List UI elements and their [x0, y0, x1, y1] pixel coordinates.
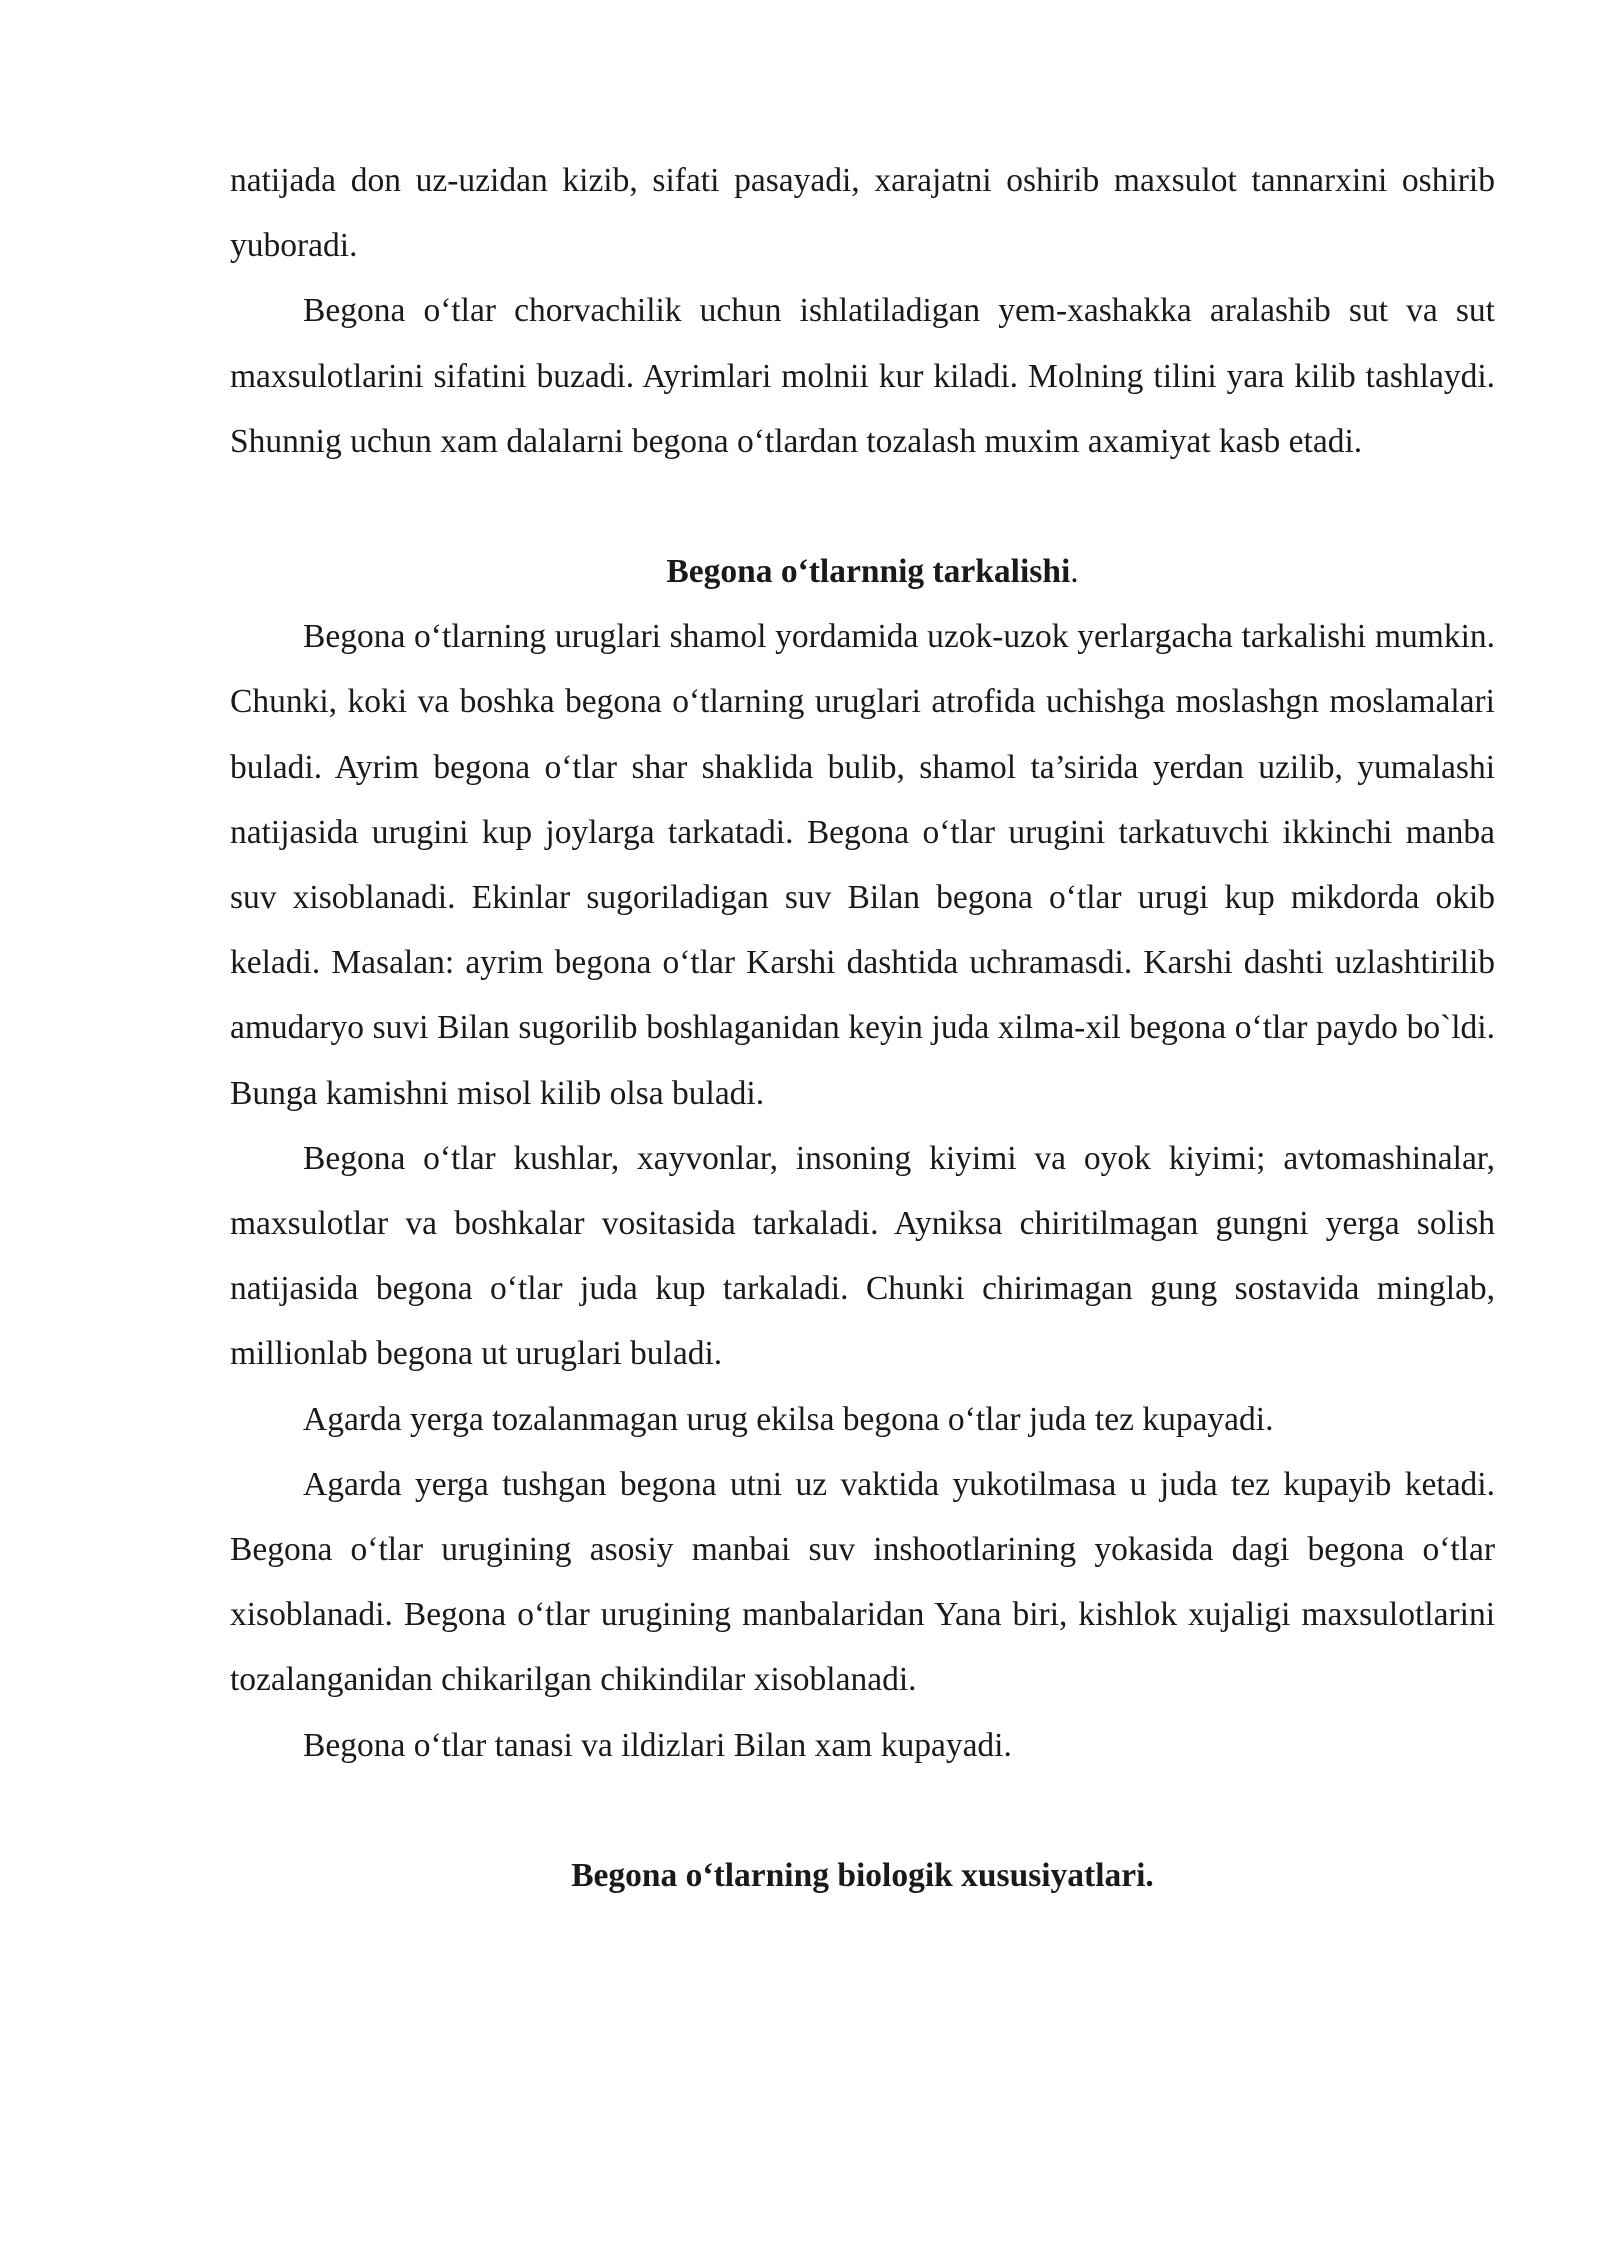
paragraph-continuation: natijada don uz-uzidan kizib, sifati pasayadi, xarajatni oshirib maxsulot tannarxini oshirib yuboradi. [230, 162, 1495, 265]
section-heading-biology: Begona o‘tlarning biologik xususiyatlari. [571, 1856, 1154, 1894]
paragraph-unclean-seed: Agarda yerga tozalanmagan urug ekilsa begona o‘tlar juda tez kupayadi. [303, 1400, 1274, 1438]
paragraph-seed-sources: Agarda yerga tushgan begona utni uz vaktida yukotilmasa u juda tez kupayib ketadi. Begona o‘tlar urugining asosiy manbai suv inshootlarining yokasida dagi begona o‘tlar xisoblanadi. Begona o‘tlar urugining manbalaridan Yana biri, kishlok xujaligi maxsulotlarini tozalanganidan chikarilgan chikindilar xisoblanadi. [230, 1465, 1495, 1699]
section-heading-spread [230, 539, 1495, 604]
paragraph-livestock: Begona o‘tlar chorvachilik uchun ishlatiladigan yem-xashakka aralashib sut va sut maxsulotlarini sifatini buzadi. Ayrimlari molnii kur kiladi. Molning tilini yara kilib tashlaydi. Shunnig uchun xam dalalarni begona o‘tlardan tozalash muxim axamiyat kasb etadi. [230, 292, 1495, 460]
document-body [230, 148, 1495, 1908]
section-heading-spread-punct: . [1070, 553, 1079, 591]
paragraph-animals-manure: Begona o‘tlar kushlar, xayvonlar, insoning kiyimi va oyok kiyimi; avtomashinalar, maxsulotlar va boshkalar vositasida tarkaladi. Ayniksa chiritilmagan gungni yerga solish natijasida begona o‘tlar juda kup tarkaladi. Chunki chirimagan gung sostavida minglab, millionlab begona ut uruglari buladi. [230, 1139, 1495, 1373]
paragraph-roots: Begona o‘tlar tanasi va ildizlari Bilan xam kupayadi. [303, 1726, 1012, 1764]
section-heading-spread-text: Begona o‘tlarnnig tarkalishi [666, 553, 1071, 591]
paragraph-wind-water: Begona o‘tlarning uruglari shamol yordamida uzok-uzok yerlargacha tarkalishi mumkin. Chunki, koki va boshka begona o‘tlarning uruglari atrofida uchishga moslashgn moslamalari buladi. Ayrim begona o‘tlar shar shaklida bulib, shamol ta’sirida yerdan uzilib, yumalashi natijasida urugini kup joylarga tarkatadi. Begona o‘tlar urugini tarkatuvchi ikkinchi manba suv xisoblanadi. Ekinlar sugoriladigan suv Bilan begona o‘tlar urugi kup mikdorda okib keladi. Masalan: ayrim begona o‘tlar Karshi dashtida uchramasdi. Karshi dashti uzlashtirilib amudaryo suvi Bilan sugorilib boshlaganidan keyin juda xilma-xil begona o‘tlar paydo bo`ldi. Bunga kamishni misol kilib olsa buladi. [230, 618, 1495, 1112]
